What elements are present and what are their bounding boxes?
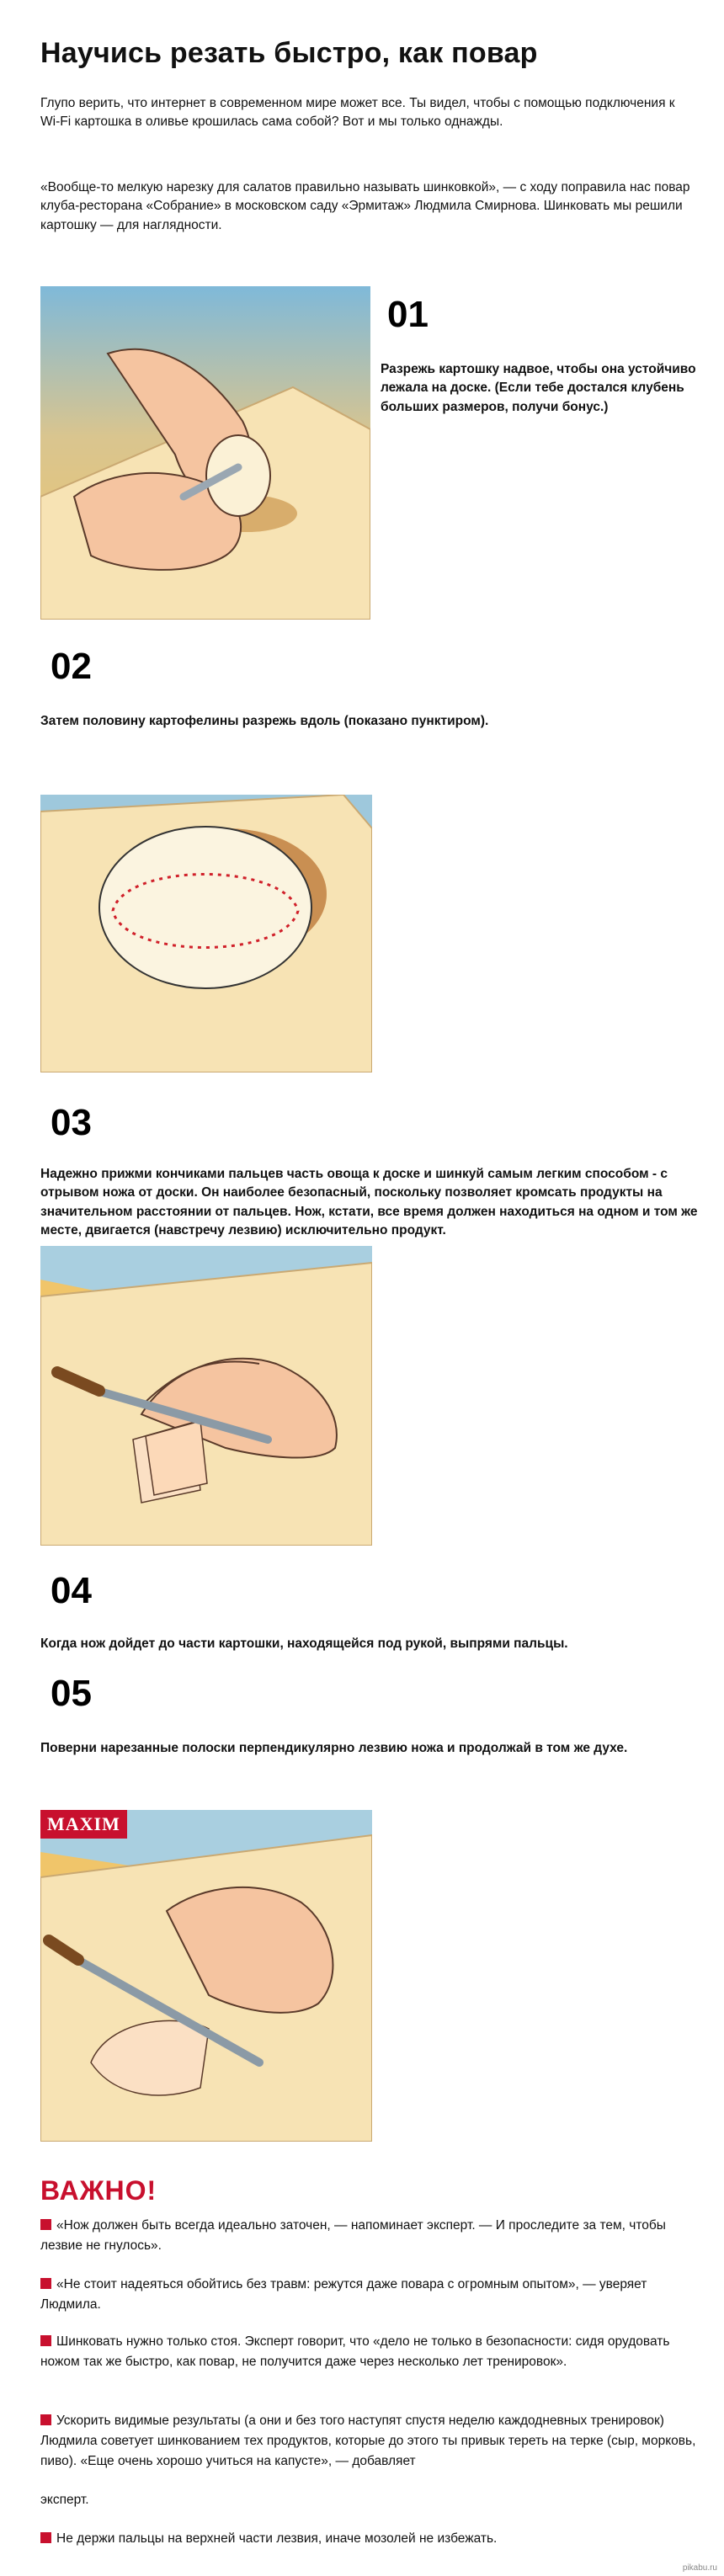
tip-item <box>40 2411 705 2472</box>
watermark: pikabu.ru <box>682 2563 717 2573</box>
tip-text: Не держи пальцы на верхней части лезвия, иначе мозолей не избежать. <box>56 2531 498 2546</box>
tip-item <box>40 2275 705 2315</box>
step-03-illustration <box>40 1246 372 1546</box>
tip-text: «Не стоит надеяться обойтись без травм: режутся даже повара с огромным опытом», — уверяет Людмила. <box>40 2277 647 2313</box>
intro-paragraph-1: Глупо верить, что интернет в современном мире может все. Ты видел, чтобы с помощью подключения к Wi-Fi картошка в оливье крошилась сама собой? Вот и мы только однажды. <box>40 96 675 130</box>
tip-text: Ускорить видимые результаты (а они и без того наступят спустя неделю каждодневных тренировок) Людмила советует шинкованием тех продуктов, которые до этого ты привык тереть на терке (сыр, морковь, пиво). «Еще очень хорошо учиться на капусте», — добавляет <box>40 2414 696 2469</box>
red-square-icon <box>40 2532 51 2543</box>
tip-continuation: эксперт. <box>40 2493 89 2507</box>
tip-item <box>40 2216 705 2256</box>
step-05-number: 05 <box>51 1673 92 1714</box>
step-01-illustration <box>40 286 370 620</box>
step-02-text: Затем половину картофелины разрежь вдоль (показано пунктиром). <box>40 714 489 728</box>
tip-text: Шинковать нужно только стоя. Эксперт говорит, что «дело не только в безопасности: сидя орудовать ножом так же быстро, как повар, не получится даже через несколько лет тренировок». <box>40 2334 670 2370</box>
step-03-number: 03 <box>51 1102 92 1143</box>
step-05-illustration <box>40 1810 372 2142</box>
tip-item <box>40 2332 705 2372</box>
step-01-text: Разрежь картошку надвое, чтобы она устойчиво лежала на доске. (Если тебе достался клубень больших размеров, получи бонус.) <box>381 362 696 414</box>
step-04-number: 04 <box>51 1570 92 1611</box>
red-square-icon <box>40 2278 51 2289</box>
red-square-icon <box>40 2414 51 2425</box>
red-square-icon <box>40 2219 51 2230</box>
step-04-text: Когда нож дойдет до части картошки, находящейся под рукой, выпрями пальцы. <box>40 1637 568 1651</box>
maxim-logo: MAXIM <box>40 1810 127 1839</box>
step-01-number: 01 <box>387 294 429 335</box>
red-square-icon <box>40 2335 51 2346</box>
tip-text: «Нож должен быть всегда идеально заточен, — напоминает эксперт. — И проследите за тем, чтобы лезвие не гнулось». <box>40 2218 666 2254</box>
page-title: Научись резать быстро, как повар <box>40 37 538 69</box>
tip-item <box>40 2529 705 2549</box>
important-title: ВАЖНО! <box>40 2175 157 2206</box>
step-05-text: Поверни нарезанные полоски перпендикулярно лезвию ножа и продолжай в том же духе. <box>40 1741 628 1755</box>
step-03-text: Надежно прижми кончиками пальцев часть овоща к доске и шинкуй самым легким способом - с отрывом ножа от доски. Он наиболее безопасный, поскольку позволяет кромсать продукты на значительном расстоянии от пальцев. Нож, кстати, все время должен находиться на одном и том же месте, двигается (навстречу лезвию) исключительно продукт. <box>40 1167 698 1238</box>
intro-paragraph-2: «Вообще-то мелкую нарезку для салатов правильно называть шинковкой», — с ходу поправила нас повар клуба-ресторана «Собрание» в московском саду «Эрмитаж» Людмила Смирнова. Шинковать мы решили картошку — для наглядности. <box>40 180 690 232</box>
step-02-illustration <box>40 795 372 1072</box>
step-02-number: 02 <box>51 646 92 687</box>
